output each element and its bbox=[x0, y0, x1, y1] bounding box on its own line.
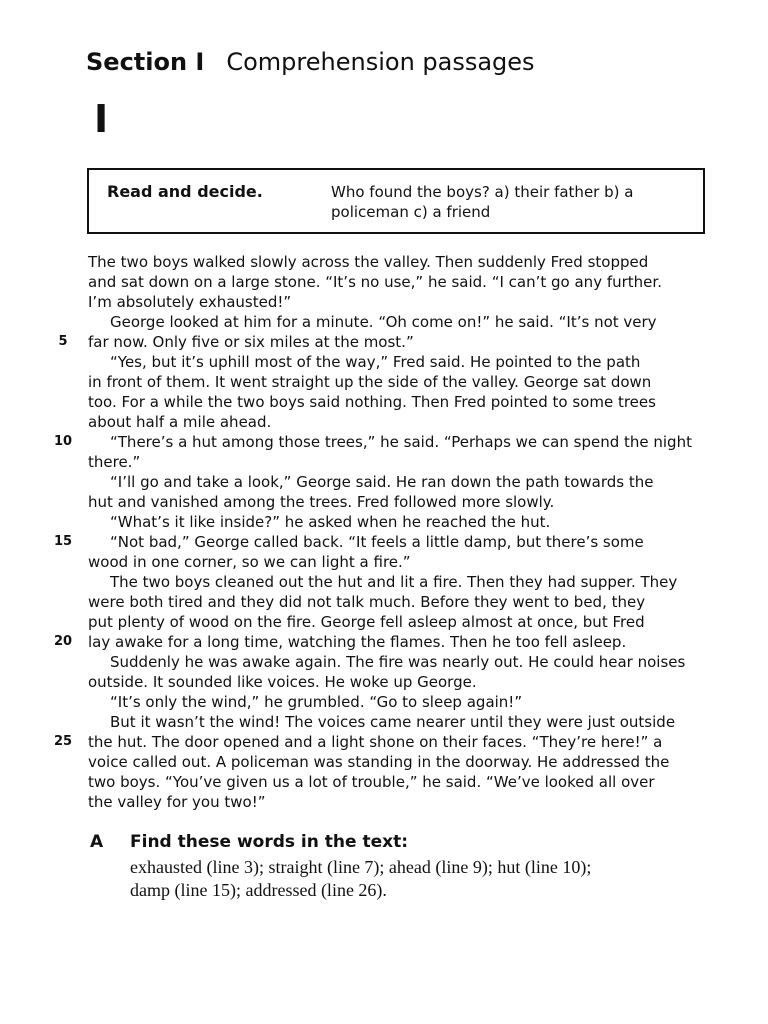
passage-line bbox=[53, 632, 738, 652]
passage-line-text: lay awake for a long time, watching the flames. Then he too fell asleep. bbox=[88, 633, 627, 651]
line-number: 15 bbox=[53, 534, 73, 549]
passage-line bbox=[88, 452, 738, 472]
exercise-line: damp (line 15); addressed (line 26). bbox=[130, 880, 387, 900]
exercise-heading bbox=[90, 828, 730, 856]
passage-line-text: the valley for you two!” bbox=[88, 793, 266, 811]
task-box bbox=[87, 168, 705, 234]
passage-line-text: “I’ll go and take a look,” George said. He ran down the path towards the bbox=[110, 473, 654, 491]
passage-line-text: were both tired and they did not talk much. Before they went to bed, they bbox=[88, 593, 646, 611]
passage-line bbox=[88, 552, 738, 572]
passage-line-text: voice called out. A policeman was standing in the doorway. He addressed the bbox=[88, 753, 670, 771]
passage-line bbox=[88, 772, 738, 792]
section-title: Comprehension passages bbox=[226, 48, 535, 76]
line-number: 25 bbox=[53, 734, 73, 749]
passage-line bbox=[53, 732, 738, 752]
passage-line bbox=[88, 392, 738, 412]
passage-line bbox=[88, 692, 738, 712]
passage-line bbox=[88, 252, 738, 272]
line-number: 10 bbox=[53, 434, 73, 449]
passage-line bbox=[88, 752, 738, 772]
exercise-line: exhausted (line 3); straight (line 7); ahead (line 9); hut (line 10); bbox=[130, 857, 592, 877]
passage-line-text: and sat down on a large stone. “It’s no use,” he said. “I can’t go any further. bbox=[88, 273, 662, 291]
passage-line bbox=[88, 412, 738, 432]
passage-line-text: put plenty of wood on the fire. George fell asleep almost at once, but Fred bbox=[88, 613, 645, 631]
passage-line bbox=[88, 352, 738, 372]
task-label: Read and decide. bbox=[107, 182, 263, 201]
passage-line bbox=[88, 292, 738, 312]
unit-number: I bbox=[94, 97, 109, 141]
passage-line bbox=[88, 272, 738, 292]
passage-line-text: The two boys walked slowly across the valley. Then suddenly Fred stopped bbox=[88, 253, 649, 271]
comprehension-passage bbox=[53, 252, 738, 812]
passage-line-text: “What’s it like inside?” he asked when he reached the hut. bbox=[110, 513, 551, 531]
passage-line-text: “Not bad,” George called back. “It feels a little damp, but there’s some bbox=[110, 533, 644, 551]
passage-line bbox=[88, 572, 738, 592]
passage-line bbox=[88, 512, 738, 532]
passage-line-text: I’m absolutely exhausted!” bbox=[88, 293, 292, 311]
passage-line-text: about half a mile ahead. bbox=[88, 413, 272, 431]
passage-line-text: the hut. The door opened and a light shone on their faces. “They’re here!” a bbox=[88, 733, 663, 751]
passage-line-text: “There’s a hut among those trees,” he said. “Perhaps we can spend the night bbox=[110, 433, 692, 451]
passage-line bbox=[88, 792, 738, 812]
passage-line-text: far now. Only five or six miles at the most.” bbox=[88, 333, 414, 351]
exercise-a bbox=[90, 828, 730, 902]
passage-line-text: The two boys cleaned out the hut and lit a fire. Then they had supper. They bbox=[110, 573, 678, 591]
passage-line bbox=[88, 592, 738, 612]
exercise-letter: A bbox=[90, 832, 104, 852]
passage-line bbox=[88, 712, 738, 732]
line-number: 5 bbox=[58, 334, 68, 349]
passage-line bbox=[58, 332, 738, 352]
passage-line-text: “It’s only the wind,” he grumbled. “Go to sleep again!” bbox=[110, 693, 523, 711]
passage-line bbox=[88, 312, 738, 332]
passage-line-text: wood in one corner, so we can light a fire.” bbox=[88, 553, 411, 571]
exercise-body bbox=[130, 856, 730, 902]
passage-line-text: outside. It sounded like voices. He woke up George. bbox=[88, 673, 477, 691]
passage-line-text: two boys. “You’ve given us a lot of trouble,” he said. “We’ve looked all over bbox=[88, 773, 655, 791]
passage-line bbox=[53, 432, 738, 452]
passage-line-text: hut and vanished among the trees. Fred followed more slowly. bbox=[88, 493, 555, 511]
section-heading bbox=[86, 48, 535, 76]
task-question: Who found the boys? a) their father b) a policeman c) a friend bbox=[331, 183, 634, 221]
passage-line bbox=[88, 372, 738, 392]
section-label: Section I bbox=[86, 48, 205, 76]
passage-line-text: “Yes, but it’s uphill most of the way,” Fred said. He pointed to the path bbox=[110, 353, 641, 371]
passage-line-text: too. For a while the two boys said nothing. Then Fred pointed to some trees bbox=[88, 393, 656, 411]
passage-line-text: But it wasn’t the wind! The voices came nearer until they were just outside bbox=[110, 713, 676, 731]
passage-line-text: there.” bbox=[88, 453, 141, 471]
line-number: 20 bbox=[53, 634, 73, 649]
exercise-title: Find these words in the text: bbox=[130, 832, 409, 852]
passage-line bbox=[88, 672, 738, 692]
passage-line-text: George looked at him for a minute. “Oh come on!” he said. “It’s not very bbox=[110, 313, 657, 331]
passage-line-text: in front of them. It went straight up the side of the valley. George sat down bbox=[88, 373, 652, 391]
passage-line bbox=[88, 472, 738, 492]
passage-line bbox=[88, 612, 738, 632]
passage-line bbox=[53, 532, 738, 552]
passage-line bbox=[88, 492, 738, 512]
passage-line bbox=[88, 652, 738, 672]
passage-line-text: Suddenly he was awake again. The fire was nearly out. He could hear noises bbox=[110, 653, 686, 671]
